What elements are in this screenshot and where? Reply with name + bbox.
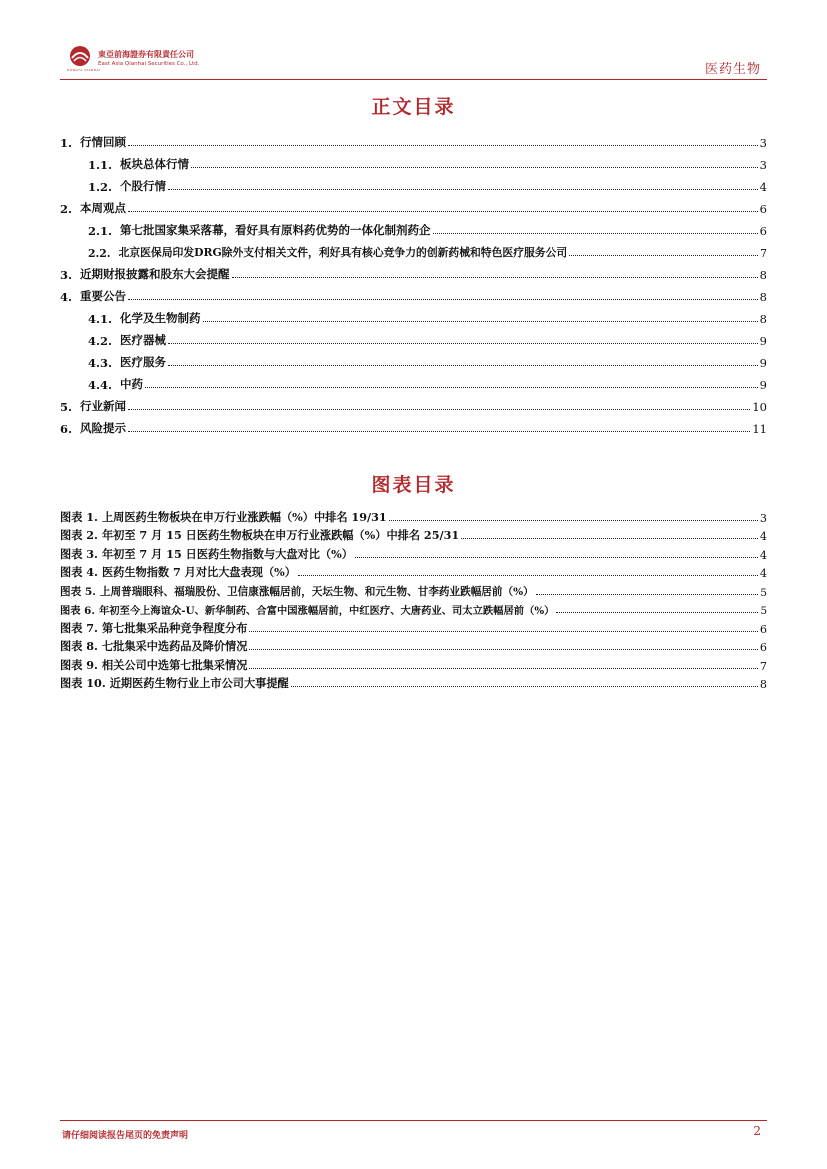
toc-entry-text: 本周观点 [80, 201, 127, 215]
toc-entry-page: 8 [759, 268, 767, 282]
company-name-cn: 東亞前海證券有限責任公司 [98, 50, 194, 59]
toc-entry[interactable] [60, 150, 767, 172]
toc-entry-page: 9 [759, 334, 767, 348]
toc-entry[interactable] [60, 216, 767, 238]
figure-entry-number: 图表 4. [60, 565, 98, 579]
leader-dots [291, 686, 758, 687]
toc-entry-page: 9 [759, 378, 767, 392]
footer-divider [60, 1120, 767, 1121]
figure-entry-page: 5 [760, 586, 767, 599]
leader-dots [249, 631, 757, 632]
toc-entry-text: 近期财报披露和股东大会提醒 [80, 267, 230, 281]
toc-entry-page: 11 [752, 422, 767, 436]
figure-entry-text: 相关公司中选第七批集采情况 [101, 657, 248, 672]
leader-dots [168, 189, 758, 190]
figure-entry-page: 4 [759, 530, 767, 543]
leader-dots [355, 557, 758, 558]
figure-entry[interactable] [60, 580, 767, 599]
toc-entry[interactable] [60, 260, 767, 282]
toc-entry-number: 2.1. [88, 224, 113, 238]
figure-entry-text: 医药生物指数 7 月对比大盘表现（%） [101, 565, 296, 579]
figure-entry-text: 年初至今上海谊众-U、新华制药、合富中国涨幅居前，中红医疗、大唐药业、司太立跌幅居前（%） [98, 605, 555, 617]
leader-dots [168, 365, 758, 366]
toc-entry-number: 4. [60, 290, 73, 304]
page-number: 2 [753, 1124, 761, 1138]
industry-label: 医药生物 [704, 62, 761, 77]
figure-entry-text: 上周普瑞眼科、福瑞股份、卫信康涨幅居前，天坛生物、和元生物、甘李药业跌幅居前（%） [99, 585, 534, 598]
toc-entry-text: 行业新闻 [80, 399, 127, 413]
company-logo [66, 44, 206, 76]
toc-entry-number: 2. [60, 202, 73, 216]
toc-entry[interactable] [60, 392, 767, 414]
toc-entry-text: 中药 [120, 377, 144, 391]
figure-entry-number: 图表 8. [60, 639, 98, 653]
figure-entry-page: 8 [759, 678, 767, 691]
figure-entry-page: 4 [759, 548, 767, 562]
toc-entry-text: 风险提示 [80, 421, 127, 435]
toc-entry-text: 第七批国家集采落幕，看好具有原料药优势的一体化制剂药企 [120, 223, 431, 237]
toc-entry[interactable] [60, 304, 767, 326]
toc-entry-text: 行情回顾 [80, 135, 127, 149]
leader-dots [145, 387, 758, 388]
toc-entry-number: 2.2. [88, 247, 111, 260]
toc-entry-number: 4.2. [88, 334, 113, 348]
toc-entry[interactable] [60, 238, 767, 260]
figure-entry-text: 年初至 7 月 15 日医药生物指数与大盘对比（%） [101, 546, 353, 561]
figure-entry[interactable] [60, 654, 767, 673]
leader-dots [203, 321, 758, 322]
leader-dots [128, 145, 758, 146]
toc-entry[interactable] [60, 128, 767, 150]
leader-dots [461, 538, 758, 539]
toc-entry-page: 6 [759, 202, 767, 216]
toc-entry-text: 个股行情 [120, 179, 167, 193]
figure-entry-page: 5 [760, 605, 767, 617]
figure-entry[interactable] [60, 543, 767, 562]
toc-entry-page: 6 [759, 224, 767, 238]
figure-entry-number: 图表 7. [60, 620, 98, 635]
toc-entry-number: 1.2. [88, 180, 113, 194]
figure-entry-number: 图表 2. [60, 528, 98, 542]
leader-dots [128, 409, 750, 410]
leader-dots [249, 649, 757, 650]
leader-dots [128, 299, 758, 300]
figures-list [60, 506, 767, 691]
figure-entry[interactable] [60, 562, 767, 581]
page-header [0, 0, 827, 80]
leader-dots [433, 233, 758, 234]
toc-entry-page: 10 [752, 400, 767, 414]
toc-entry[interactable] [60, 414, 767, 436]
leader-dots [536, 594, 759, 595]
figure-entry-page: 6 [759, 641, 767, 654]
figure-entry-text: 上周医药生物板块在申万行业涨跌幅（%）中排名 19/31 [101, 509, 387, 524]
figure-entry-number: 图表 9. [60, 657, 98, 672]
figure-entry-text: 第七批集采品种竞争程度分布 [101, 620, 248, 635]
figure-entry-number: 图表 10. [60, 676, 106, 690]
toc-entry-page: 4 [759, 180, 767, 194]
leader-dots [128, 431, 750, 432]
company-name-en: East Asia Qianhai Securities Co., Ltd. [98, 61, 200, 67]
toc-entry-number: 4.1. [88, 312, 113, 326]
toc-entry[interactable] [60, 326, 767, 348]
figure-entry-page: 3 [759, 511, 767, 525]
figure-entry-text: 近期医药生物行业上市公司大事提醒 [109, 676, 289, 690]
figures-title: 图表目录 [371, 474, 456, 496]
toc-entry-number: 3. [60, 268, 73, 282]
toc-entry-number: 1. [60, 136, 73, 150]
figure-entry-page: 4 [759, 567, 767, 580]
toc-entry-page: 8 [759, 312, 767, 326]
toc-entry-page: 8 [759, 290, 767, 304]
disclaimer-text: 请仔细阅读报告尾页的免责声明 [62, 1131, 189, 1141]
contents-list [60, 128, 767, 436]
leader-dots [389, 520, 758, 521]
toc-entry-number: 1.1. [88, 158, 113, 172]
figure-entry-number: 图表 3. [60, 546, 98, 561]
leader-dots [249, 668, 757, 669]
figure-entry[interactable] [60, 506, 767, 525]
toc-entry-page: 9 [759, 356, 767, 370]
toc-entry[interactable] [60, 282, 767, 304]
toc-entry-number: 5. [60, 400, 73, 414]
figure-entry[interactable] [60, 617, 767, 636]
toc-entry-page: 7 [760, 247, 767, 260]
figure-entry-number: 图表 1. [60, 509, 98, 524]
toc-entry-number: 4.4. [88, 378, 113, 392]
figure-entry-text: 年初至 7 月 15 日医药生物板块在申万行业涨跌幅（%）中排名 25/31 [101, 528, 460, 542]
logo-mini-text: DONGYA QIANHAI [67, 68, 101, 72]
leader-dots [232, 277, 758, 278]
toc-entry-page: 3 [759, 158, 767, 172]
figure-entry-text: 七批集采中选药品及降价情况 [101, 639, 248, 653]
figure-entry[interactable] [60, 636, 767, 655]
leader-dots [168, 343, 758, 344]
toc-entry-text: 板块总体行情 [120, 157, 190, 171]
toc-entry-text: 北京医保局印发DRG除外支付相关文件，利好具有核心竞争力的创新药械和特色医疗服务公司 [118, 246, 568, 259]
toc-entry[interactable] [60, 172, 767, 194]
toc-entry[interactable] [60, 370, 767, 392]
toc-entry-number: 6. [60, 422, 73, 436]
leader-dots [298, 575, 758, 576]
toc-entry-page: 3 [759, 136, 767, 150]
figure-entry-page: 7 [759, 659, 767, 673]
leader-dots [191, 167, 758, 168]
toc-entry-text: 医疗器械 [120, 333, 167, 347]
toc-entry-text: 化学及生物制药 [120, 311, 201, 325]
toc-entry-number: 4.3. [88, 356, 113, 370]
toc-entry-text: 重要公告 [80, 289, 127, 303]
figure-entry[interactable] [60, 673, 767, 692]
contents-title: 正文目录 [371, 96, 456, 118]
figure-entry[interactable] [60, 599, 767, 618]
toc-entry-text: 医疗服务 [120, 355, 167, 369]
figure-entry-page: 6 [759, 622, 767, 636]
toc-entry[interactable] [60, 348, 767, 370]
leader-dots [569, 255, 758, 256]
toc-entry[interactable] [60, 194, 767, 216]
leader-dots [556, 612, 758, 613]
figure-entry-number: 图表 6. [60, 605, 95, 617]
leader-dots [128, 211, 758, 212]
figure-entry-number: 图表 5. [60, 585, 96, 598]
figure-entry[interactable] [60, 525, 767, 544]
header-divider [60, 79, 767, 80]
